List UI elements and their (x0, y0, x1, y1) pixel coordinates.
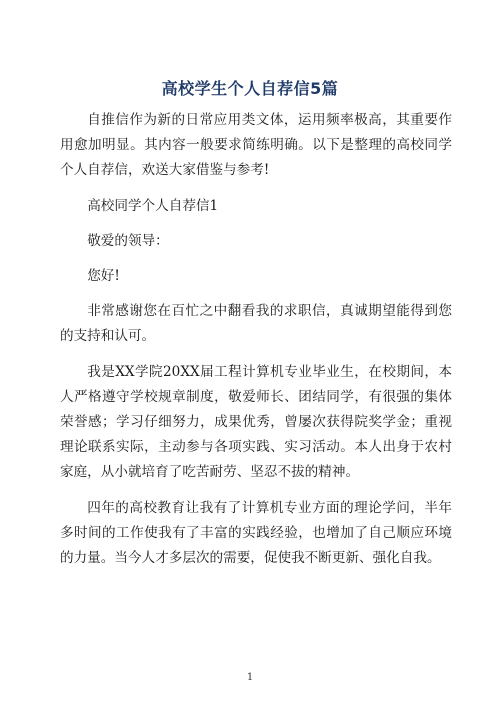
salutation: 敬爱的领导： (87, 232, 169, 249)
intro-paragraph: 自推信作为新的日常应用类文体，运用频率极高，其重要作用愈加明显。其内容一般要求简练明确。以下是整理的高校同学个人自荐信，欢送大家借鉴与参考! (60, 112, 452, 179)
body-paragraph: 四年的高校教育让我有了计算机专业方面的理论学问，半年多时间的工作使我有了丰富的实践经验，也增加了自己顺应环境的力量。当今人才多层次的需要，促使我不断更新、强化自我。 (60, 499, 452, 567)
body-paragraph: 我是XX学院20XX届工程计算机专业毕业生，在校期间，本人严格遵守学校规章制度，敬爱师长、团结同学，有很强的集体荣誉感；学习仔细努力，成果优秀，曾屡次获得院奖学金；重视理论联系实际，主动参与各项实践、实习活动。本人出身于农村家庭，从小就培育了吃苦耐劳、坚忍不拔的精神。 (60, 363, 452, 481)
letter-heading: 高校同学个人自荐信1 (87, 197, 219, 214)
body-paragraph: 非常感谢您在百忙之中翻看我的求职信，真诚期望能得到您的支持和认可。 (60, 303, 452, 345)
page-number: 1 (246, 672, 254, 683)
greeting: 您好! (87, 268, 120, 285)
document-title: 高校学生个人自荐信5篇 (161, 79, 339, 98)
document-body (60, 108, 452, 581)
